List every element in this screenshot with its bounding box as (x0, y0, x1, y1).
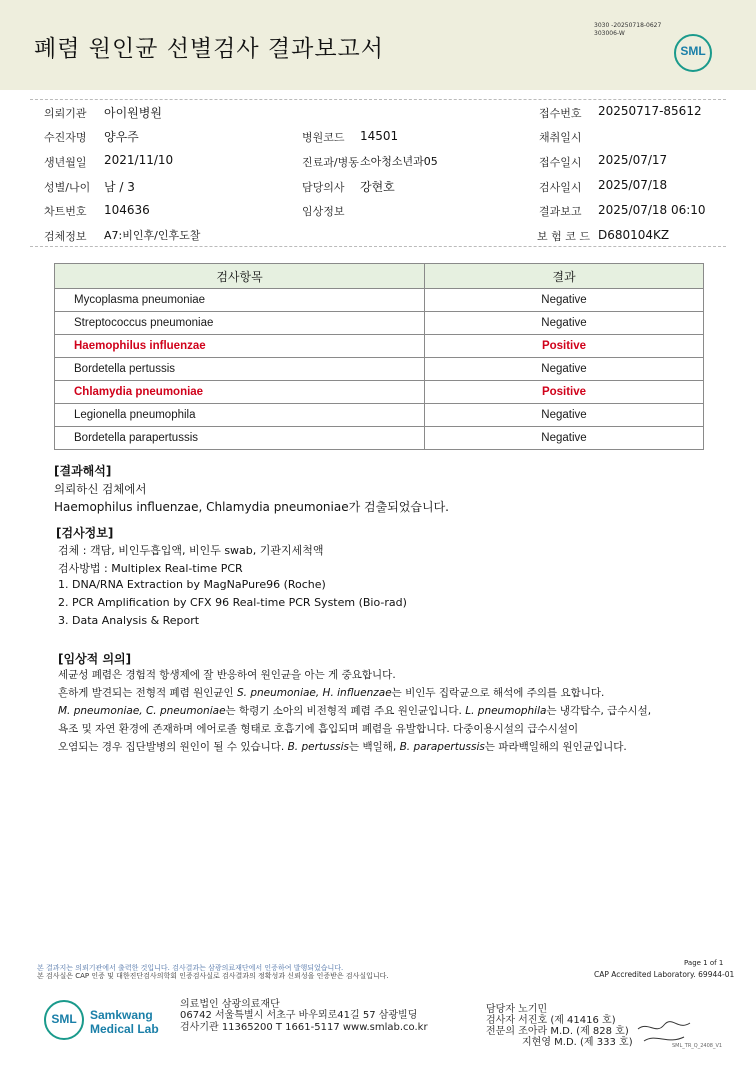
reported-value: 2025/07/18 06:10 (598, 203, 706, 217)
test-info-title: [검사정보] (56, 526, 114, 540)
footer-sml-logo-text: SML (51, 1012, 77, 1026)
specimen-value: A7:비인후/인후도찰 (104, 229, 201, 242)
hospital-code-label: 병원코드 (302, 131, 345, 144)
sex-age-label: 성별/나이 (44, 181, 91, 194)
test-name: Mycoplasma pneumoniae (55, 289, 425, 312)
table-row (55, 427, 704, 450)
test-name: Bordetella pertussis (55, 358, 425, 381)
received-value: 2025/07/17 (598, 153, 668, 167)
page-number: Page 1 of 1 (684, 959, 724, 967)
department-label: 진료과/병동 (302, 156, 359, 169)
interpretation-line-1: 의뢰하신 검체에서 (54, 482, 147, 496)
table-row-positive (55, 381, 704, 404)
institution-value: 아이원병원 (104, 106, 162, 120)
specimen-label: 검체정보 (44, 230, 87, 243)
report-header (0, 0, 756, 90)
footer-org: 의료법인 삼광의료재단 (180, 999, 280, 1010)
divider (30, 246, 726, 247)
test-info-line: 1. DNA/RNA Extraction by MagNaPure96 (Roche) (58, 578, 326, 591)
sex-age-value: 남 / 3 (104, 180, 135, 194)
report-title: 폐렴 원인균 선별검사 결과보고서 (34, 36, 384, 62)
clinical-line-1: 세균성 폐렴은 경험적 항생제에 잘 반응하여 원인균을 아는 게 중요합니다. (58, 669, 396, 681)
tested-value: 2025/07/18 (598, 178, 668, 192)
test-name: Streptococcus pneumoniae (55, 312, 425, 335)
col-result: 결과 (425, 264, 704, 289)
reception-no-value: 20250717-85612 (598, 104, 702, 118)
collection-date-label: 채취일시 (539, 131, 582, 144)
cap-accreditation: CAP Accredited Laboratory. 69944-01 (594, 970, 735, 979)
brand-name-1: Samkwang (90, 1008, 153, 1022)
clinical-significance-title: [임상적 의의] (58, 652, 132, 666)
reception-no-label: 접수번호 (539, 107, 582, 120)
birth-label: 생년월일 (44, 156, 87, 169)
table-row (55, 358, 704, 381)
test-result: Negative (425, 427, 704, 450)
insurance-label: 보 험 코 드 (537, 230, 590, 243)
table-header-row (55, 264, 704, 289)
interpretation-title: [결과해석] (54, 464, 112, 478)
footer-address: 06742 서울특별시 서초구 바우뫼로41길 57 삼광빌딩 (180, 1010, 418, 1021)
test-result: Negative (425, 312, 704, 335)
staff-manager: 담당자 노기민 (486, 1004, 548, 1015)
test-name: Haemophilus influenzae (55, 335, 425, 358)
received-label: 접수일시 (539, 156, 582, 169)
tested-label: 검사일시 (539, 181, 582, 194)
insurance-value: D680104KZ (598, 228, 670, 242)
test-info-line: 검체 : 객담, 비인두흡입액, 비인두 swab, 기관지세척액 (58, 544, 324, 557)
document-code: 3030 -20250718-0627 303006-W (594, 22, 662, 37)
col-test-item: 검사항목 (55, 264, 425, 289)
test-info-line: 검사방법 : Multiplex Real-time PCR (58, 562, 243, 575)
interpretation-line-2: Haemophilus influenzae, Chlamydia pneumoniae가 검출되었습니다. (54, 500, 449, 514)
form-code: SML_TR_Q_2408_V1 (672, 1043, 723, 1049)
hospital-code-value: 14501 (360, 129, 399, 143)
patient-name-label: 수진자명 (44, 131, 87, 144)
test-name: Bordetella parapertussis (55, 427, 425, 450)
test-result: Negative (425, 289, 704, 312)
department-value: 소아청소년과05 (360, 155, 438, 168)
footer-contact: 검사기관 11365200 T 1661-5117 www.smlab.co.kr (180, 1022, 428, 1033)
clinical-line-2: 흔하게 발견되는 전형적 폐렴 원인균인 S. pneumoniae, H. influenzae는 비인두 집락균으로 해석에 주의를 요합니다. (58, 687, 605, 699)
test-info-line: 3. Data Analysis & Report (58, 614, 200, 627)
clinical-label: 임상정보 (302, 205, 345, 218)
test-info-line: 2. PCR Amplification by CFX 96 Real-time PCR System (Bio-rad) (58, 596, 407, 609)
table-row (55, 312, 704, 335)
sml-logo-text: SML (680, 44, 706, 58)
staff-specialist-1: 전문의 조아라 M.D. (제 828 호) (486, 1026, 629, 1037)
staff-specialist-2: 지현영 M.D. (제 333 호) (522, 1037, 633, 1048)
doctor-value: 강현호 (360, 180, 395, 194)
divider (30, 99, 726, 100)
birth-value: 2021/11/10 (104, 153, 174, 167)
test-name: Chlamydia pneumoniae (55, 381, 425, 404)
table-row (55, 289, 704, 312)
disclaimer-2: 본 검사실은 CAP 인증 및 대한진단검사의학회 인증검사실로 검사결과의 정확성과 신뢰성을 인증받은 검사실입니다. (37, 972, 389, 980)
test-name: Legionella pneumophila (55, 404, 425, 427)
chart-no-value: 104636 (104, 203, 150, 217)
patient-name-value: 양우주 (104, 130, 139, 144)
test-result: Negative (425, 358, 704, 381)
clinical-line-4: 욕조 및 자연 환경에 존재하며 에어로졸 형태로 호흡기에 흡입되며 폐렴을 유발합니다. 다중이용시설의 급수시설이 (58, 723, 579, 735)
results-table (54, 263, 704, 450)
brand-name-2: Medical Lab (90, 1022, 159, 1036)
clinical-line-3: M. pneumoniae, C. pneumoniae는 학령기 소아의 비전형적 폐렴 주요 원인균입니다. L. pneumophila는 냉각탑수, 급수시설, (58, 705, 652, 717)
table-row (55, 404, 704, 427)
staff-tester: 검사자 서진호 (제 41416 호) (486, 1015, 616, 1026)
institution-label: 의뢰기관 (44, 107, 87, 120)
reported-label: 결과보고 (539, 205, 582, 218)
disclaimer-1: 본 결과지는 의뢰기관에서 출력한 것입니다. 검사결과는 삼광의료재단에서 인증하여 발행되었습니다. (37, 964, 344, 972)
test-result: Positive (425, 335, 704, 358)
table-row-positive (55, 335, 704, 358)
test-result: Positive (425, 381, 704, 404)
clinical-line-5: 오염되는 경우 집단발병의 원인이 될 수 있습니다. B. pertussis는 백일해, B. parapertussis는 파라백일해의 원인균입니다. (58, 741, 627, 753)
chart-no-label: 차트번호 (44, 205, 87, 218)
doctor-label: 담당의사 (302, 181, 345, 194)
test-result: Negative (425, 404, 704, 427)
